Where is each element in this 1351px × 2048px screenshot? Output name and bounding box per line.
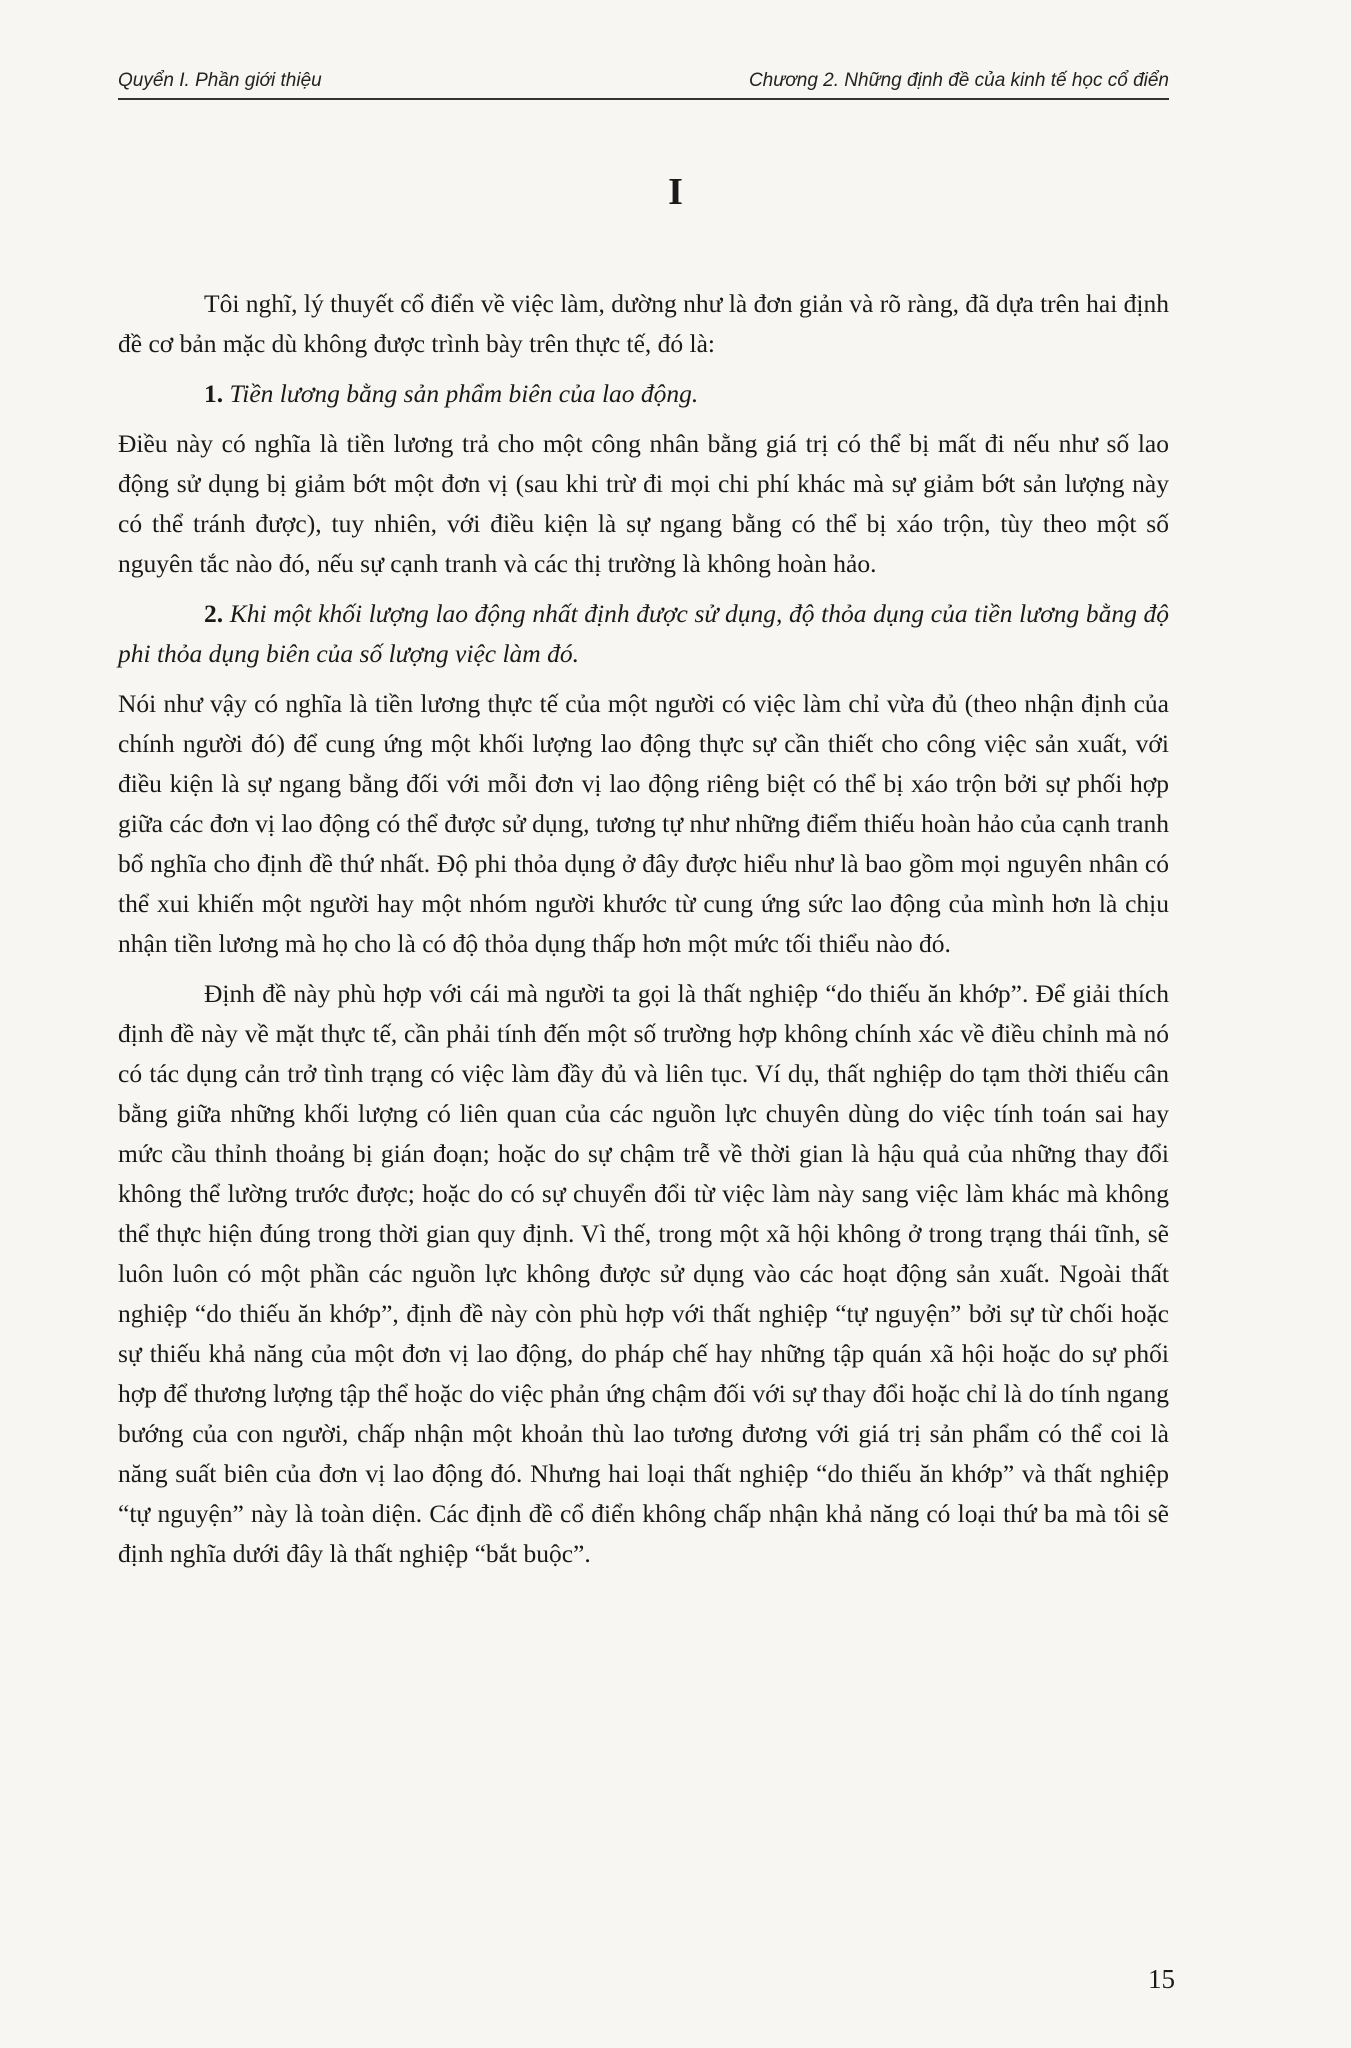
postulate-1-text: Tiền lương bằng sản phẩm biên của lao động. [229, 379, 699, 408]
postulate-2-text: Khi một khối lượng lao động nhất định được sử dụng, độ thỏa dụng của tiền lương bằng độ phi thỏa dụng biên của số lượng việc làm đó. [118, 599, 1170, 668]
header-left: Quyển I. Phần giới thiệu [118, 70, 322, 91]
paragraph-intro: Tôi nghĩ, lý thuyết cổ điển về việc làm, dường như là đơn giản và rõ ràng, đã dựa trên hai định đề cơ bản mặc dù không được trình bày trên thực tế, đó là: [118, 289, 1169, 358]
paragraph-explanation-2: Nói như vậy có nghĩa là tiền lương thực tế của một người có việc làm chỉ vừa đủ (theo nhận định của chính người đó) để cung ứng một khối lượng lao động thực sự cần thiết cho công việc sản xuất, với điều kiện là sự ngang bằng đối với mỗi đơn vị lao động riêng biệt có thể bị xáo trộn bởi sự phối hợp giữa các đơn vị lao động có thể được sử dụng, tương tự như những điểm thiếu hoàn hảo của cạnh tranh bổ nghĩa cho định đề thứ nhất. Độ phi thỏa dụng ở đây được hiểu như là bao gồm mọi nguyên nhân có thể xui khiến một người hay một nhóm người khước từ cung ứng sức lao động của mình hơn là chịu nhận tiền lương mà họ cho là có độ thỏa dụng thấp hơn một mức tối thiểu nào đó. [118, 689, 1169, 958]
header-right: Chương 2. Những định đề của kinh tế học cổ điển [748, 70, 1169, 91]
postulate-2-number: 2. [204, 599, 224, 628]
page-number: 15 [1148, 1964, 1175, 1994]
postulate-2 [118, 594, 1169, 674]
running-header [118, 70, 1169, 100]
section-number: I [668, 171, 683, 213]
paragraph-unemployment: Định đề này phù hợp với cái mà người ta gọi là thất nghiệp “do thiếu ăn khớp”. Để giải thích định đề này về mặt thực tế, cần phải tính đến một số trường hợp không chính xác về điều chỉnh mà nó có tác dụng cản trở tình trạng có việc làm đầy đủ và liên tục. Ví dụ, thất nghiệp do tạm thời thiếu cân bằng giữa những khối lượng có liên quan của các nguồn lực chuyên dùng do việc tính toán sai hay mức cầu thỉnh thoảng bị gián đoạn; hoặc do sự chậm trễ về thời gian là hậu quả của những thay đổi không thể lường trước được; hoặc do có sự chuyển đổi từ việc làm này sang việc làm khác mà không thể thực hiện đúng trong thời gian quy định. Vì thế, trong một xã hội không ở trong trạng thái tĩnh, sẽ luôn luôn có một phần các nguồn lực không được sử dụng vào các hoạt động sản xuất. Ngoài thất nghiệp “do thiếu ăn khớp”, định đề này còn phù hợp với thất nghiệp “tự nguyện” bởi sự từ chối hoặc sự thiếu khả năng của một đơn vị lao động, do pháp chế hay những tập quán xã hội hoặc do sự phối hợp để thương lượng tập thể hoặc do việc phản ứng chậm đối với sự thay đổi hoặc chỉ là do tính ngang bướng của con người, chấp nhận một khoản thù lao tương đương với giá trị sản phẩm có thể coi là năng suất biên của đơn vị lao động đó. Nhưng hai loại thất nghiệp “do thiếu ăn khớp” và thất nghiệp “tự nguyện” này là toàn diện. Các định đề cổ điển không chấp nhận khả năng có loại thứ ba mà tôi sẽ định nghĩa dưới đây là thất nghiệp “bắt buộc”. [118, 979, 1169, 1568]
postulate-1 [118, 374, 1169, 414]
postulate-1-number: 1. [204, 379, 224, 408]
paragraph-explanation-1: Điều này có nghĩa là tiền lương trả cho một công nhân bằng giá trị có thể bị mất đi nếu như số lao động sử dụng bị giảm bớt một đơn vị (sau khi trừ đi mọi chi phí khác mà sự giảm bớt sản lượng này có thể tránh được), tuy nhiên, với điều kiện là sự ngang bằng có thể bị xáo trộn, tùy theo một số nguyên tắc nào đó, nếu sự cạnh tranh và các thị trường là không hoàn hảo. [118, 429, 1169, 578]
body-text [118, 284, 1169, 1584]
